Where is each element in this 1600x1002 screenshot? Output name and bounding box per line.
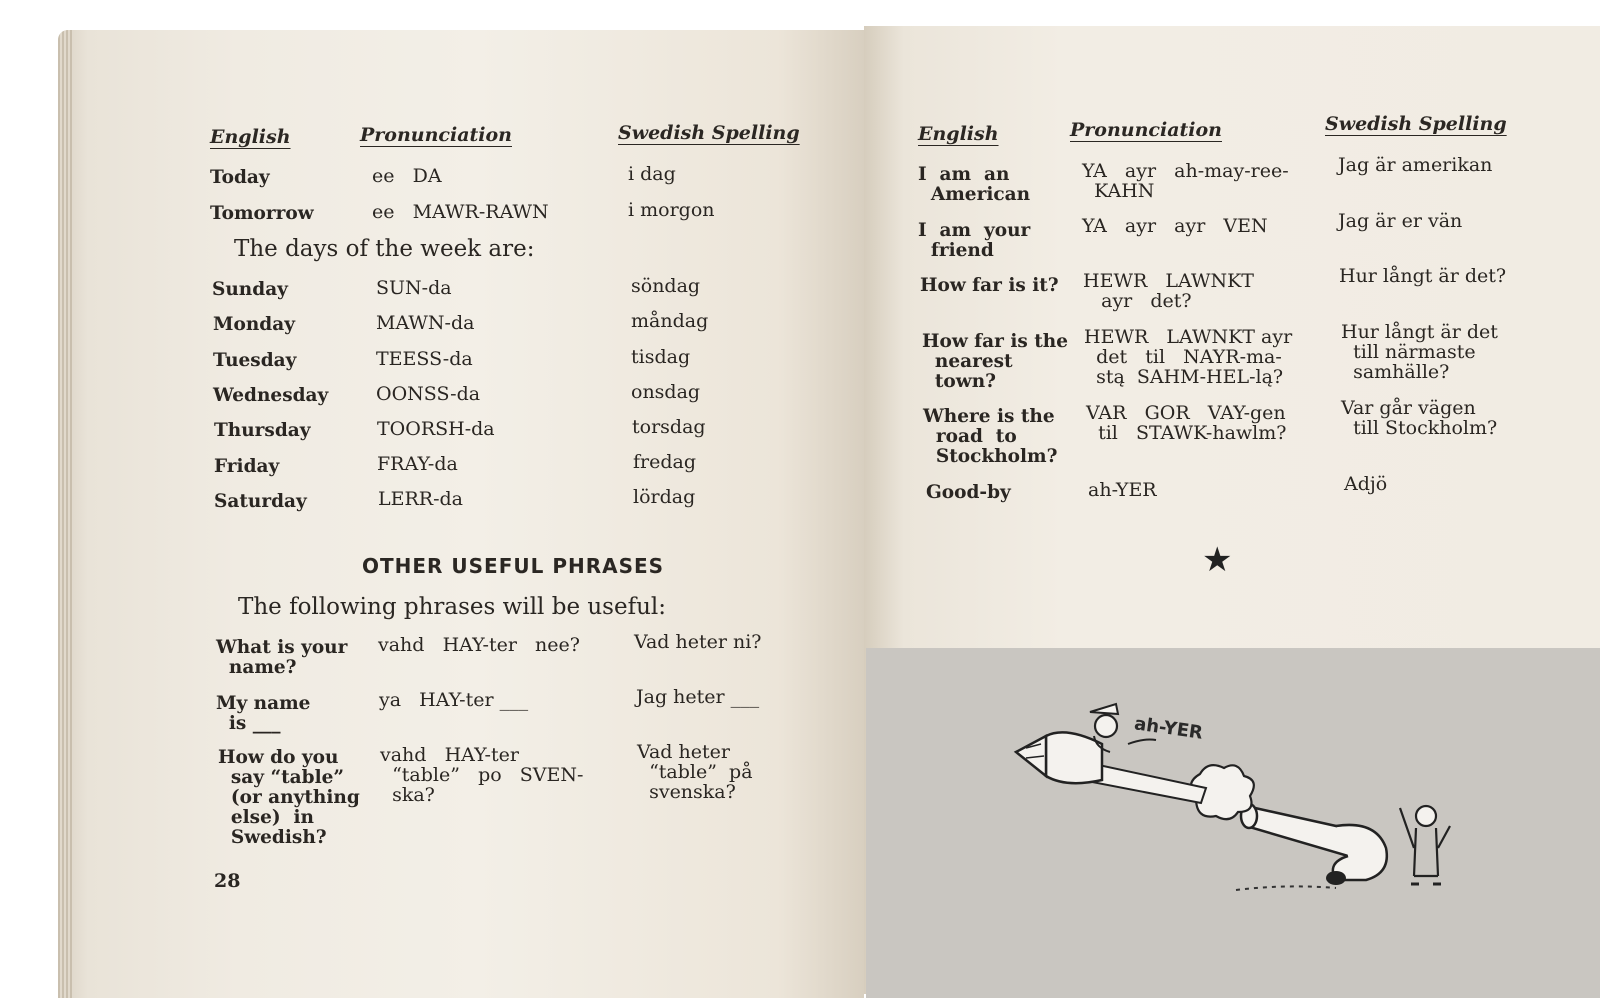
phrase-table-pron: vahd HAY-ter “table” po SVEN- ska? [380,744,584,806]
day-sunday-swedish: söndag [631,275,701,297]
phrase-myname-english: My name is ___ [216,693,311,734]
row-today-english: Today [210,167,270,188]
row-friend-pron: YA ayr ayr VEN [1082,215,1268,237]
day-wednesday-swedish: onsdag [631,381,701,403]
illustration-caption: ah-YER [1132,713,1205,744]
header-swedish-spelling: Swedish Spelling [1325,113,1507,135]
day-wednesday-english: Wednesday [213,385,329,406]
day-friday-english: Friday [214,456,280,477]
row-american-english: I am an American [918,164,1031,205]
row-nearest-town-pron: HEWR LAWNKT ayr det til NAYR-ma- stą SAHM-HEL-lą? [1084,326,1293,388]
row-today-pron: ee DA [372,165,442,187]
left-page [58,30,864,998]
day-sunday-english: Sunday [212,279,288,300]
day-monday-pron: MAWN-da [376,312,475,334]
row-howfar-swedish: Hur långt är det? [1339,265,1507,287]
day-wednesday-pron: OONSS-da [376,383,481,405]
day-monday-swedish: måndag [631,310,709,332]
day-thursday-pron: TOORSH-da [377,418,495,440]
header-pronunciation: Pronunciation [360,124,512,146]
header-swedish-spelling: Swedish Spelling [618,122,800,144]
phrase-name-pron: vahd HAY-ter nee? [378,634,580,656]
day-saturday-pron: LERR-da [378,488,464,510]
day-saturday-swedish: lördag [633,486,696,508]
day-thursday-english: Thursday [214,420,311,441]
row-friend-english: I am your friend [918,220,1031,261]
row-tomorrow-pron: ee MAWR-RAWN [372,201,549,223]
phrase-myname-pron: ya HAY-ter ___ [379,689,529,711]
row-goodby-english: Good-by [926,482,1011,503]
phrases-intro: The following phrases will be useful: [238,594,667,620]
row-friend-swedish: Jag är er vän [1338,210,1463,232]
row-howfar-english: How far is it? [920,275,1059,296]
days-intro: The days of the week are: [234,236,535,262]
row-today-swedish: i dag [628,163,676,185]
row-goodby-pron: ah-YER [1088,479,1157,501]
phrase-name-english: What is your name? [216,637,348,678]
phrase-myname-swedish: Jag heter ___ [636,686,760,708]
day-sunday-pron: SUN-da [376,277,452,299]
day-thursday-swedish: torsdag [632,416,706,438]
page-number: 28 [214,870,241,892]
header-pronunciation: Pronunciation [1070,119,1222,141]
star-icon: ★ [1202,540,1233,580]
row-american-swedish: Jag är amerikan [1338,154,1493,176]
day-friday-swedish: fredag [633,451,697,473]
day-tuesday-english: Tuesday [213,350,297,371]
section-title: OTHER USEFUL PHRASES [362,554,665,578]
row-nearest-town-swedish: Hur långt är det till närmaste samhälle? [1341,321,1498,383]
day-friday-pron: FRAY-da [377,453,458,475]
row-nearest-town-english: How far is the nearest town? [922,331,1068,392]
row-road-stockholm-pron: VAR GOR VAY-gen til STAWK-hawlm? [1086,402,1287,444]
day-saturday-english: Saturday [214,491,307,512]
row-goodby-swedish: Adjö [1344,473,1388,495]
row-american-pron: YA ayr ah-may-ree- KAHN [1082,160,1289,202]
day-monday-english: Monday [213,314,295,335]
row-tomorrow-swedish: i morgon [628,199,715,221]
row-road-stockholm-swedish: Var går vägen till Stockholm? [1341,397,1498,439]
phrase-name-swedish: Vad heter ni? [634,631,762,653]
cartoon-illustration [866,648,1600,998]
header-english: English [918,123,999,145]
phrase-table-swedish: Vad heter “table” på svenska? [637,741,753,803]
day-tuesday-swedish: tisdag [631,346,691,368]
row-howfar-pron: HEWR LAWNKT ayr det? [1083,270,1254,312]
row-tomorrow-english: Tomorrow [210,203,314,224]
row-road-stockholm-english: Where is the road to Stockholm? [923,406,1058,467]
phrase-table-english: How do you say “table” (or anything else) in Swedish? [218,747,360,848]
day-tuesday-pron: TEESS-da [376,348,473,370]
cannon-cartoon-icon [866,648,1600,998]
header-english: English [210,126,291,148]
